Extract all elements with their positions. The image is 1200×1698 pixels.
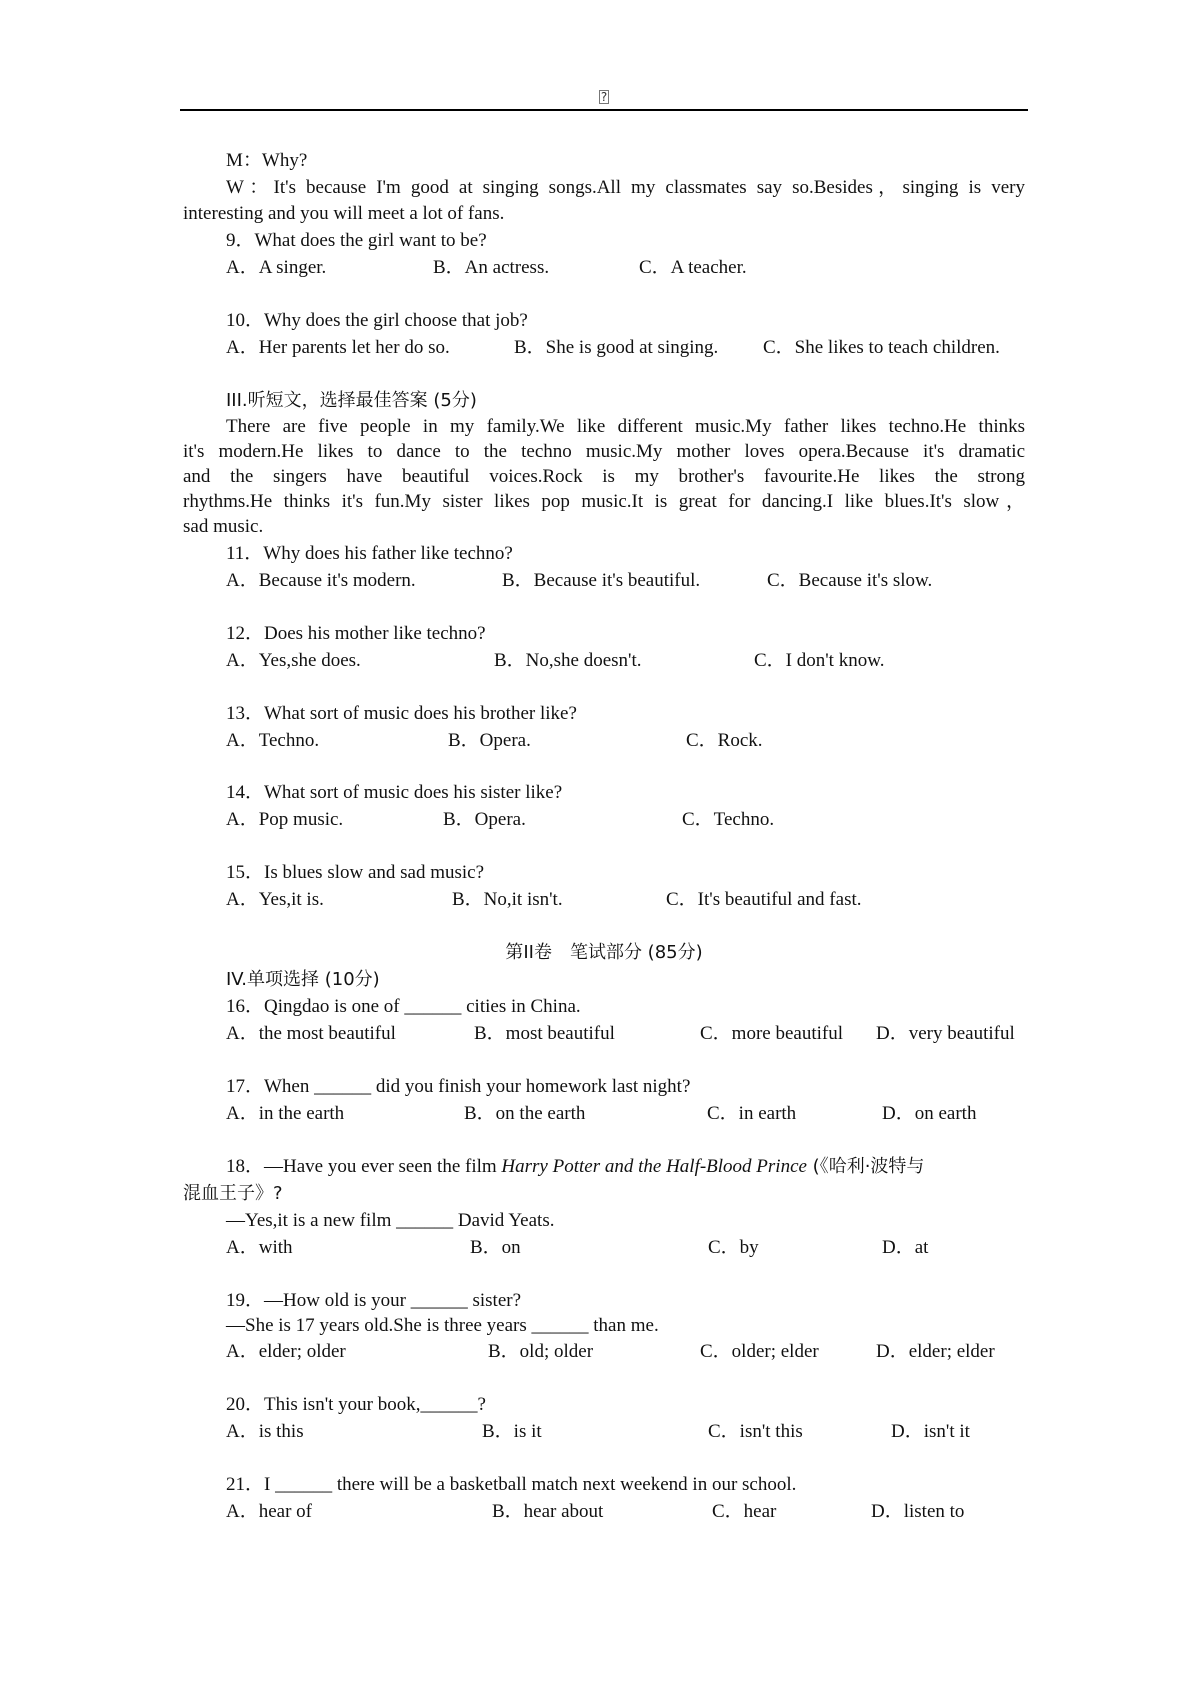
question-21: 21．I ______ there will be a basketball match next weekend in our school. (226, 1474, 797, 1495)
option-a: A．Because it's modern. (226, 570, 416, 591)
option-c: C．She likes to teach children. (763, 337, 1000, 358)
option-d: D．listen to (871, 1501, 965, 1522)
option-b: B．No,it isn't. (452, 889, 563, 910)
passage-line: There are five people in my family.We like different music.My father likes techno.He thinks (226, 416, 1025, 437)
option-d: D．isn't it (891, 1421, 970, 1442)
option-a: A．in the earth (226, 1103, 345, 1124)
film-title: Harry Potter and the Half-Blood Prince (501, 1156, 807, 1177)
dialogue-w-line-1: W：It's because I'm good at singing songs.All my classmates say so.Besides，singing is very (226, 177, 1025, 198)
option-a: A．Her parents let her do so. (226, 337, 450, 358)
option-c: C．It's beautiful and fast. (666, 889, 862, 910)
option-a: A．Techno. (226, 730, 320, 751)
option-b: B．on (470, 1237, 521, 1258)
option-c: C．isn't this (708, 1421, 803, 1442)
question-20: 20．This isn't your book,______? (226, 1394, 486, 1415)
dialogue-w-line-2: interesting and you will meet a lot of fans. (183, 203, 505, 224)
option-c: C．older; elder (700, 1341, 819, 1362)
option-b: B．on the earth (464, 1103, 586, 1124)
option-c: C．A teacher. (639, 257, 747, 278)
option-a: A．Pop music. (226, 809, 344, 830)
option-a: A．Yes,she does. (226, 650, 361, 671)
question-19: 19．—How old is your ______ sister? (226, 1290, 522, 1311)
question-17: 17．When ______ did you finish your homework last night? (226, 1076, 691, 1097)
option-c: C．more beautiful (700, 1023, 843, 1044)
option-c: C．in earth (707, 1103, 797, 1124)
option-c: C．Because it's slow. (767, 570, 933, 591)
option-a: A．the most beautiful (226, 1023, 396, 1044)
option-a: A．elder; older (226, 1341, 346, 1362)
question-9: 9．What does the girl want to be? (226, 230, 487, 251)
question-13: 13．What sort of music does his brother like? (226, 703, 577, 724)
option-d: D．very beautiful (876, 1023, 1015, 1044)
option-d: D．elder; elder (876, 1341, 995, 1362)
question-18-prefix: 18．—Have you ever seen the film (226, 1156, 502, 1177)
option-b: B．Because it's beautiful. (502, 570, 701, 591)
option-c: C．I don't know. (754, 650, 885, 671)
option-a: A．with (226, 1237, 293, 1258)
option-a: A．is this (226, 1421, 304, 1442)
question-14: 14．What sort of music does his sister like? (226, 782, 563, 803)
option-c: C．hear (712, 1501, 777, 1522)
option-b: B．is it (482, 1421, 542, 1442)
section-3-heading: III.听短文，选择最佳答案 (5分) (226, 390, 477, 411)
dialogue-m-line: M：Why? (226, 150, 308, 171)
question-19-answer: —She is 17 years old.She is three years ______ than me. (226, 1315, 659, 1336)
option-b: B．Opera. (443, 809, 526, 830)
passage-line: and the singers have beautiful voices.Rock is my brother's favourite.He likes the strong (183, 466, 1025, 487)
option-b: B．Opera. (448, 730, 531, 751)
question-18 (226, 1154, 1068, 1180)
option-a: A．Yes,it is. (226, 889, 324, 910)
question-16: 16．Qingdao is one of ______ cities in China. (226, 996, 581, 1017)
option-b: B．most beautiful (474, 1023, 615, 1044)
part-2-title: 第II卷 笔试部分 (85分) (505, 942, 703, 963)
option-b: B．No,she doesn't. (494, 650, 642, 671)
option-d: D．on earth (882, 1103, 977, 1124)
question-11: 11．Why does his father like techno? (226, 543, 513, 564)
question-12: 12．Does his mother like techno? (226, 623, 486, 644)
question-18-suffix: (《哈利·波特与 (806, 1156, 925, 1177)
passage-line: it's modern.He likes to dance to the techno music.My mother loves opera.Because it's dramatic (183, 441, 1025, 462)
section-4-heading: IV.单项选择 (10分) (226, 969, 380, 990)
option-d: D．at (882, 1237, 929, 1258)
question-18-line-2: 混血王子》? (183, 1183, 283, 1204)
passage-line: sad music. (183, 516, 264, 537)
option-b: B．An actress. (433, 257, 550, 278)
option-a: A．hear of (226, 1501, 312, 1522)
header-placeholder-glyph: ? (600, 90, 608, 104)
question-15: 15．Is blues slow and sad music? (226, 862, 485, 883)
question-10: 10．Why does the girl choose that job? (226, 310, 528, 331)
option-c: C．Rock. (686, 730, 763, 751)
option-c: C．Techno. (682, 809, 775, 830)
option-a: A．A singer. (226, 257, 327, 278)
option-b: B．She is good at singing. (514, 337, 719, 358)
option-b: B．hear about (492, 1501, 604, 1522)
option-b: B．old; older (488, 1341, 594, 1362)
passage-line: rhythms.He thinks it's fun.My sister likes pop music.It is great for dancing.I like blues.It's slow， (183, 491, 1025, 512)
question-18-answer: —Yes,it is a new film ______ David Yeats. (226, 1210, 555, 1231)
option-c: C．by (708, 1237, 759, 1258)
header-rule (180, 109, 1028, 111)
